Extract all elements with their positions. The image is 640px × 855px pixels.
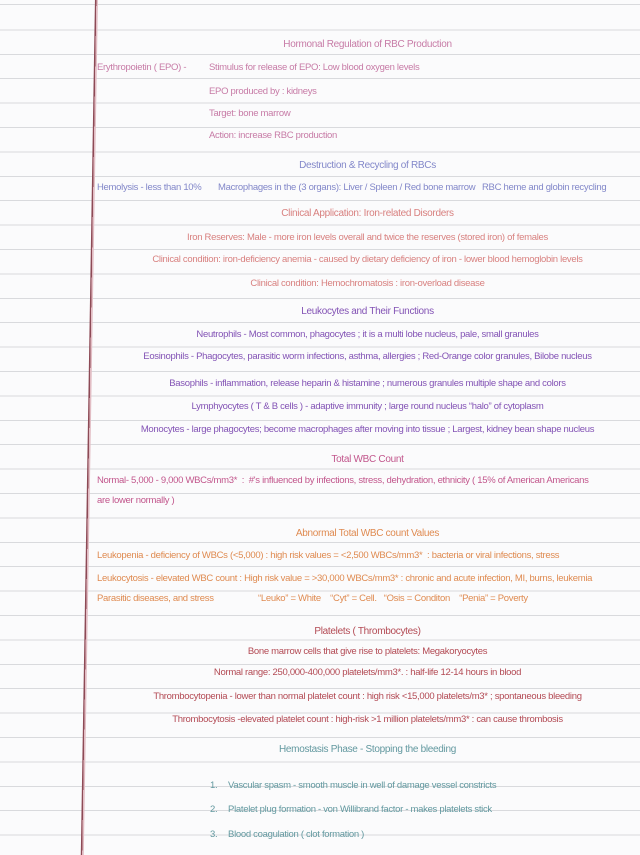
megakaryocytes-note: Bone marrow cells that give rise to platelets: Megakoryocytes	[247, 646, 488, 657]
lymphocytes-note: Lymphyocytes ( T & B cells ) - adaptive immunity ; large round nucleus “halo” of cytoplasm	[191, 401, 544, 412]
leukocytosis-note: Leukocytosis - elevated WBC count : High risk value = >30,000 WBCs/mm3* : chronic and acute infection, MI, burns, leukemia	[97, 573, 593, 584]
step-number: 2.	[210, 804, 218, 815]
normal-wbc-note-cont: are lower normally )	[97, 495, 175, 506]
neutrophils-note: Neutrophils - Most common, phagocytes ; it is a multi lobe nucleus, pale, small granules	[196, 329, 539, 340]
macrophages-note: Macrophages in the (3 organs): Liver / Spleen / Red bone marrow	[218, 182, 476, 193]
epo-produced-by: EPO produced by : kidneys	[209, 86, 317, 97]
section-title: Total WBC Count	[331, 454, 404, 465]
iron-deficiency-note: Clinical condition: iron-deficiency anemia - caused by dietary deficiency of iron - lower blood hemoglobin levels	[152, 254, 583, 265]
hemochromatosis-note: Clinical condition: Hemochromatosis : iron-overload disease	[250, 278, 485, 289]
hemostasis-step	[196, 766, 497, 791]
step-text: Blood coagulation ( clot formation )	[228, 829, 365, 840]
step-number: 3.	[210, 829, 218, 840]
section-title: Clinical Application: Iron-related Disorders	[281, 208, 454, 219]
leukocytosis-cont: Parasitic diseases, and stress	[97, 593, 214, 604]
epo-label: Erythropoietin ( EPO) -	[97, 62, 187, 73]
platelet-range-note: Normal range: 250,000-400,000 platelets/mm3*. : half-life 12-14 hours in blood	[213, 667, 522, 678]
epo-action: Action: increase RBC production	[209, 130, 337, 141]
section-title: Leukocytes and Their Functions	[301, 306, 434, 317]
section-title: Abnormal Total WBC count Values	[295, 528, 440, 539]
section-title: Platelets ( Thrombocytes)	[314, 626, 421, 637]
iron-reserves-note: Iron Reserves: Male - more iron levels overall and twice the reserves (stored iron) of females	[187, 232, 548, 243]
hemostasis-step	[196, 815, 365, 840]
normal-wbc-note: Normal- 5,000 - 9,000 WBCs/mm3* : #'s influenced by infections, stress, dehydration, ethnicity ( 15% of American Americans	[97, 475, 589, 486]
leukopenia-note: Leukopenia - deficiency of WBCs (<5,000) : high risk values = <2,500 WBCs/mm3* : bacteria or viral infections, stress	[97, 550, 560, 561]
hemostasis-step	[196, 790, 492, 815]
epo-stimulus: Stimulus for release of EPO: Low blood oxygen levels	[209, 62, 420, 73]
section-title: Hemostasis Phase - Stopping the bleeding	[278, 744, 456, 755]
epo-target: Target: bone marrow	[209, 108, 291, 119]
step-text: Vascular spasm - smooth muscle in well of damage vessel constricts	[228, 780, 497, 791]
step-number: 1.	[210, 780, 218, 791]
thrombocytopenia-note: Thrombocytopenia - lower than normal platelet count : high risk <15,000 platelets/m3* ; spontaneous bleeding	[153, 691, 582, 702]
hemolysis-note: Hemolysis - less than 10%	[97, 182, 202, 193]
basophils-note: Basophils - inflammation, release heparin & histamine ; numerous granules multiple shape and colors	[169, 378, 566, 389]
section-title: Destruction & Recycling of RBCs	[299, 160, 436, 171]
recycling-note: RBC heme and globin recycling	[482, 182, 607, 193]
monocytes-note: Monocytes - large phagocytes; become macrophages after moving into tissue ; Largest, kidney bean shape nucleus	[140, 424, 595, 435]
thrombocytosis-note: Thrombocytosis -elevated platelet count : high-risk >1 million platelets/mm3* : can cause thrombosis	[172, 714, 563, 725]
eosinophils-note: Eosinophils - Phagocytes, parasitic worm infections, asthma, allergies ; Red-Orange color granules, Bilobe nucleus	[143, 351, 592, 362]
step-text: Platelet plug formation - von Willibrand factor - makes platelets stick	[228, 804, 492, 815]
etymology-note: “Leuko” = White “Cyt” = Cell. “Osis = Conditon “Penia” = Poverty	[258, 593, 528, 604]
section-title: Hormonal Regulation of RBC Production	[283, 39, 452, 50]
